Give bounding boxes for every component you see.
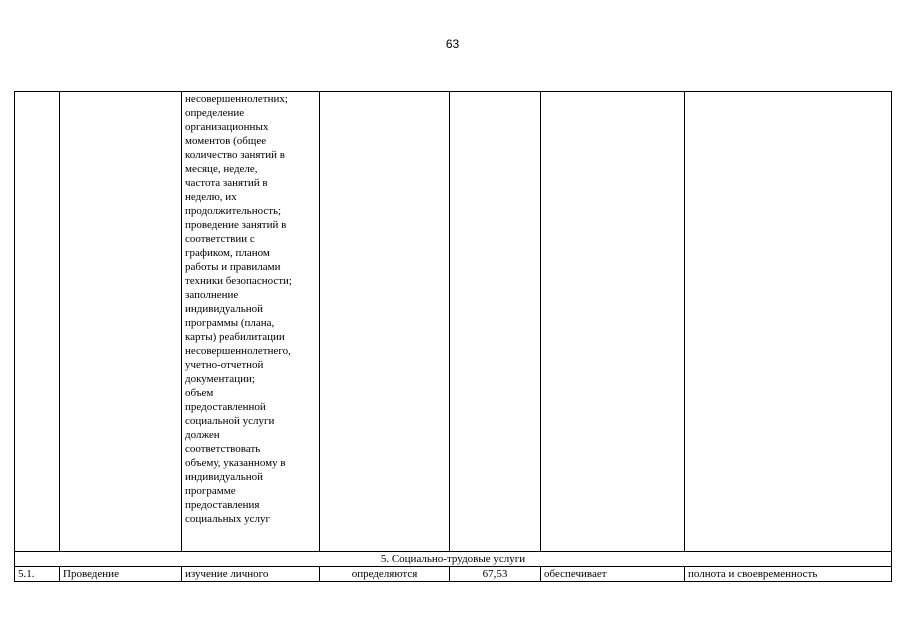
description-line: предоставления — [185, 499, 260, 511]
description-line: индивидуальной — [185, 303, 264, 315]
description-line: программе — [185, 485, 236, 497]
description-line: определение — [185, 107, 245, 119]
table-row-5-1 — [15, 567, 892, 582]
description-line: документации; — [185, 373, 255, 385]
description-line: предоставленной — [185, 401, 266, 413]
description-line: техники безопасности; — [185, 275, 292, 287]
description-line: продолжительность; — [185, 205, 282, 217]
description-line: частота занятий в — [185, 177, 268, 189]
description-line: программы (плана, — [185, 317, 275, 329]
table-row-section-header — [15, 552, 892, 567]
description-line: социальной услуги — [185, 415, 275, 427]
cell-number: 5.1. — [15, 567, 60, 582]
cell-term: определяются — [320, 567, 450, 582]
cell-name: Проведение — [60, 567, 182, 582]
services-table — [14, 91, 892, 582]
cell-evaluation-empty — [685, 92, 892, 552]
cell-price-empty — [450, 92, 541, 552]
cell-quality: обеспечивает — [541, 567, 685, 582]
description-line: проведение занятий в — [185, 219, 287, 231]
cell-evaluation: полнота и своевременность — [685, 567, 892, 582]
section-title: 5. Социально-трудовые услуги — [15, 552, 892, 567]
description-line: должен — [185, 429, 220, 441]
description-line: соответствовать — [185, 443, 261, 455]
description-line: графиком, планом — [185, 247, 270, 259]
description-line: объему, указанному в — [185, 457, 286, 469]
cell-description: изучение личного — [182, 567, 320, 582]
description-text — [185, 92, 316, 526]
description-line: неделю, их — [185, 191, 237, 203]
description-line: моментов (общее — [185, 135, 267, 147]
description-line: учетно-отчетной — [185, 359, 264, 371]
cell-description-continuation — [182, 92, 320, 552]
cell-name-empty — [60, 92, 182, 552]
description-line: заполнение — [185, 289, 239, 301]
table-row-continuation — [15, 92, 892, 552]
cell-price: 67,53 — [450, 567, 541, 582]
description-line: карты) реабилитации — [185, 331, 285, 343]
cell-number-empty — [15, 92, 60, 552]
cell-quality-empty — [541, 92, 685, 552]
cell-term-empty — [320, 92, 450, 552]
description-line: социальных услуг — [185, 513, 271, 525]
description-line: работы и правилами — [185, 261, 281, 273]
description-line: объем — [185, 387, 214, 399]
description-line: несовершеннолетних; — [185, 93, 288, 105]
description-line: организационных — [185, 121, 269, 133]
description-line: месяце, неделе, — [185, 163, 258, 175]
description-line: несовершеннолетнего, — [185, 345, 291, 357]
description-line: индивидуальной — [185, 471, 264, 483]
description-line: количество занятий в — [185, 149, 285, 161]
description-line: соответствии с — [185, 233, 255, 245]
page-number: 63 — [445, 37, 460, 51]
